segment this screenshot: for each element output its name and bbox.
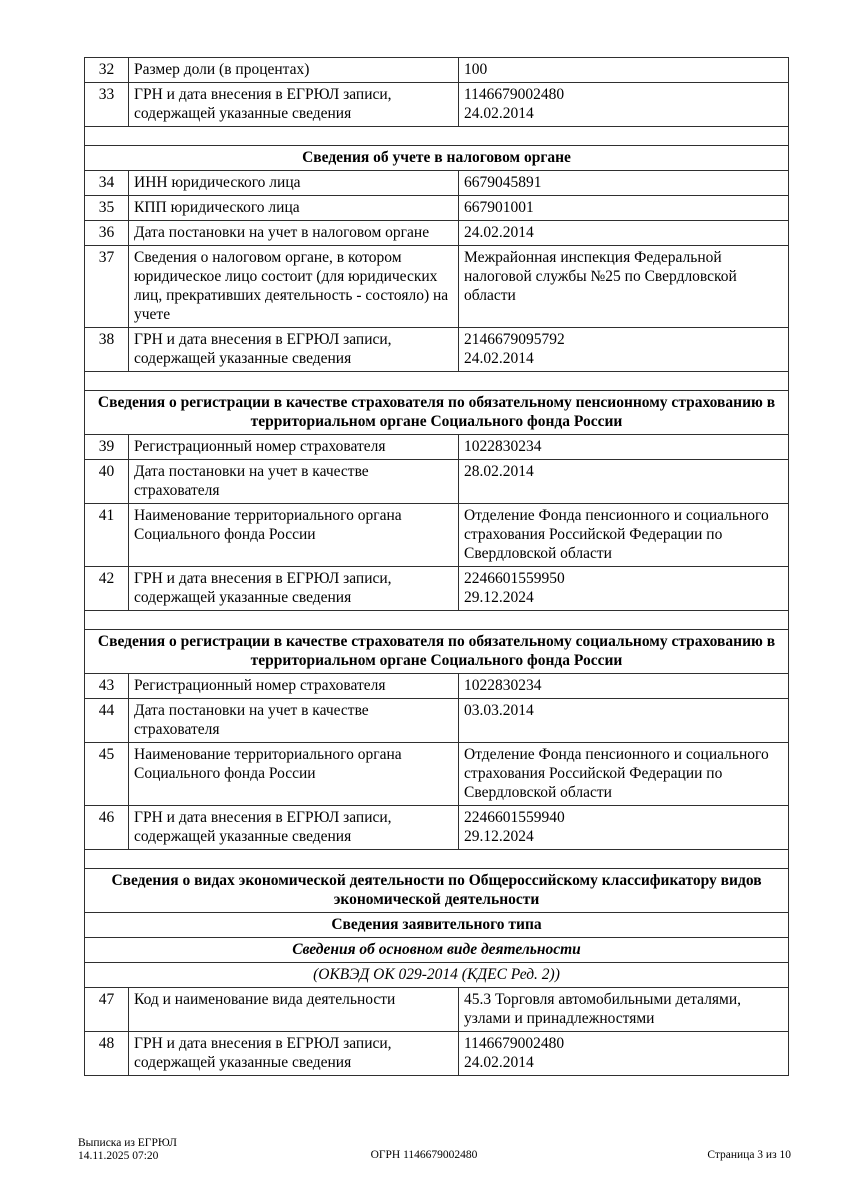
row-value-cell	[459, 83, 789, 127]
row-value-line: 24.02.2014	[464, 105, 534, 122]
row-value-line: Отделение Фонда пенсионного и социального страхования Российской Федерации по Свердловской области	[464, 507, 769, 562]
row-label-cell: Размер доли (в процентах)	[129, 58, 459, 83]
row-label-cell: Дата постановки на учет в качестве страхователя	[129, 460, 459, 504]
table-row	[85, 171, 789, 196]
section-header-row	[85, 963, 789, 988]
table-row	[85, 743, 789, 806]
section-header-row	[85, 869, 789, 913]
row-label-cell: ГРН и дата внесения в ЕГРЮЛ записи, содержащей указанные сведения	[129, 567, 459, 611]
table-row	[85, 699, 789, 743]
row-label-cell: ГРН и дата внесения в ЕГРЮЛ записи, содержащей указанные сведения	[129, 83, 459, 127]
row-value-cell	[459, 435, 789, 460]
section-header-row	[85, 630, 789, 674]
section-header-cell: Сведения о видах экономической деятельности по Общероссийскому классификатору видов экономической деятельности	[85, 869, 789, 913]
row-number-cell: 43	[85, 674, 129, 699]
section-header-cell: Сведения об учете в налоговом органе	[85, 146, 789, 171]
row-value-cell	[459, 806, 789, 850]
footer-doc-title: Выписка из ЕГРЮЛ	[78, 1137, 177, 1149]
row-label-cell: Сведения о налоговом органе, в котором юридическое лицо состоит (для юридических лиц, прекративших деятельность - состояло) на учете	[129, 246, 459, 328]
row-number-cell: 48	[85, 1032, 129, 1076]
row-value-line: 1146679002480	[464, 86, 565, 103]
row-value-cell	[459, 504, 789, 567]
table-row	[85, 504, 789, 567]
page-footer	[0, 1137, 848, 1167]
row-value-cell	[459, 196, 789, 221]
spacer-row	[85, 850, 789, 869]
row-number-cell: 40	[85, 460, 129, 504]
row-value-cell	[459, 58, 789, 83]
table-row	[85, 567, 789, 611]
row-label-cell: Наименование территориального органа Социального фонда России	[129, 504, 459, 567]
table-row	[85, 246, 789, 328]
row-label-cell: Код и наименование вида деятельности	[129, 988, 459, 1032]
spacer-cell	[85, 611, 789, 630]
row-value-line: Межрайонная инспекция Федеральной налоговой службы №25 по Свердловской области	[464, 249, 737, 304]
row-number-cell: 34	[85, 171, 129, 196]
row-label-cell: ГРН и дата внесения в ЕГРЮЛ записи, содержащей указанные сведения	[129, 1032, 459, 1076]
footer-timestamp: 14.11.2025 07:20	[78, 1149, 159, 1162]
row-value-line: 2146679095792	[464, 331, 565, 348]
row-number-cell: 33	[85, 83, 129, 127]
row-value-line: 29.12.2024	[464, 828, 534, 845]
footer-ogrn: ОГРН 1146679002480	[370, 1149, 478, 1161]
row-label-cell: Наименование территориального органа Социального фонда России	[129, 743, 459, 806]
row-value-cell	[459, 460, 789, 504]
row-label-cell: Регистрационный номер страхователя	[129, 674, 459, 699]
row-value-line: 6679045891	[464, 174, 542, 191]
row-value-line: 24.02.2014	[464, 1054, 534, 1071]
row-number-cell: 44	[85, 699, 129, 743]
row-number-cell: 42	[85, 567, 129, 611]
section-header-row	[85, 913, 789, 938]
row-value-line: 24.02.2014	[464, 224, 534, 241]
table-row	[85, 460, 789, 504]
section-header-cell: Сведения об основном виде деятельности	[85, 938, 789, 963]
section-header-cell: (ОКВЭД ОК 029-2014 (КДЕС Ред. 2))	[85, 963, 789, 988]
row-value-line: 667901001	[464, 199, 534, 216]
row-number-cell: 46	[85, 806, 129, 850]
section-header-row	[85, 938, 789, 963]
table-row	[85, 435, 789, 460]
row-label-cell: Дата постановки на учет в качестве страхователя	[129, 699, 459, 743]
row-number-cell: 37	[85, 246, 129, 328]
row-value-cell	[459, 171, 789, 196]
table-row	[85, 58, 789, 83]
spacer-cell	[85, 850, 789, 869]
section-header-cell: Сведения заявительного типа	[85, 913, 789, 938]
spacer-row	[85, 127, 789, 146]
table-row	[85, 221, 789, 246]
row-value-cell	[459, 988, 789, 1032]
row-value-line: 28.02.2014	[464, 463, 534, 480]
row-number-cell: 41	[85, 504, 129, 567]
row-number-cell: 36	[85, 221, 129, 246]
row-value-line: 24.02.2014	[464, 350, 534, 367]
row-number-cell: 45	[85, 743, 129, 806]
egrul-table	[84, 57, 789, 1076]
table-row	[85, 1032, 789, 1076]
row-label-cell: ГРН и дата внесения в ЕГРЮЛ записи, содержащей указанные сведения	[129, 806, 459, 850]
table-row	[85, 674, 789, 699]
row-value-cell	[459, 674, 789, 699]
row-label-cell: Регистрационный номер страхователя	[129, 435, 459, 460]
row-number-cell: 38	[85, 328, 129, 372]
table-row	[85, 83, 789, 127]
row-number-cell: 35	[85, 196, 129, 221]
row-value-line: 1022830234	[464, 438, 542, 455]
spacer-cell	[85, 127, 789, 146]
row-value-line: 03.03.2014	[464, 702, 534, 719]
row-value-line: Отделение Фонда пенсионного и социального страхования Российской Федерации по Свердловской области	[464, 746, 769, 801]
row-value-line: 2246601559950	[464, 570, 565, 587]
row-value-cell	[459, 743, 789, 806]
row-value-line: 45.3 Торговля автомобильными деталями, узлами и принадлежностями	[464, 991, 742, 1027]
section-header-row	[85, 146, 789, 171]
row-value-cell	[459, 1032, 789, 1076]
table-row	[85, 988, 789, 1032]
section-header-row	[85, 391, 789, 435]
row-number-cell: 39	[85, 435, 129, 460]
spacer-row	[85, 372, 789, 391]
row-value-cell	[459, 567, 789, 611]
row-value-cell	[459, 221, 789, 246]
row-value-line: 2246601559940	[464, 809, 565, 826]
table-row	[85, 328, 789, 372]
row-value-line: 1146679002480	[464, 1035, 565, 1052]
table-row	[85, 196, 789, 221]
row-label-cell: Дата постановки на учет в налоговом органе	[129, 221, 459, 246]
row-value-line: 29.12.2024	[464, 589, 534, 606]
spacer-row	[85, 611, 789, 630]
section-header-cell: Сведения о регистрации в качестве страхователя по обязательному пенсионному страхованию в территориальном органе Социального фонда России	[85, 391, 789, 435]
row-number-cell: 47	[85, 988, 129, 1032]
row-label-cell: ГРН и дата внесения в ЕГРЮЛ записи, содержащей указанные сведения	[129, 328, 459, 372]
row-number-cell: 32	[85, 58, 129, 83]
row-value-line: 1022830234	[464, 677, 542, 694]
spacer-cell	[85, 372, 789, 391]
row-value-cell	[459, 246, 789, 328]
table-row	[85, 806, 789, 850]
row-value-line: 100	[464, 61, 488, 78]
row-value-cell	[459, 328, 789, 372]
row-value-cell	[459, 699, 789, 743]
footer-page-number: Страница 3 из 10	[707, 1149, 791, 1161]
row-label-cell: ИНН юридического лица	[129, 171, 459, 196]
section-header-cell: Сведения о регистрации в качестве страхователя по обязательному социальному страхованию в территориальном органе Социального фонда России	[85, 630, 789, 674]
row-label-cell: КПП юридического лица	[129, 196, 459, 221]
